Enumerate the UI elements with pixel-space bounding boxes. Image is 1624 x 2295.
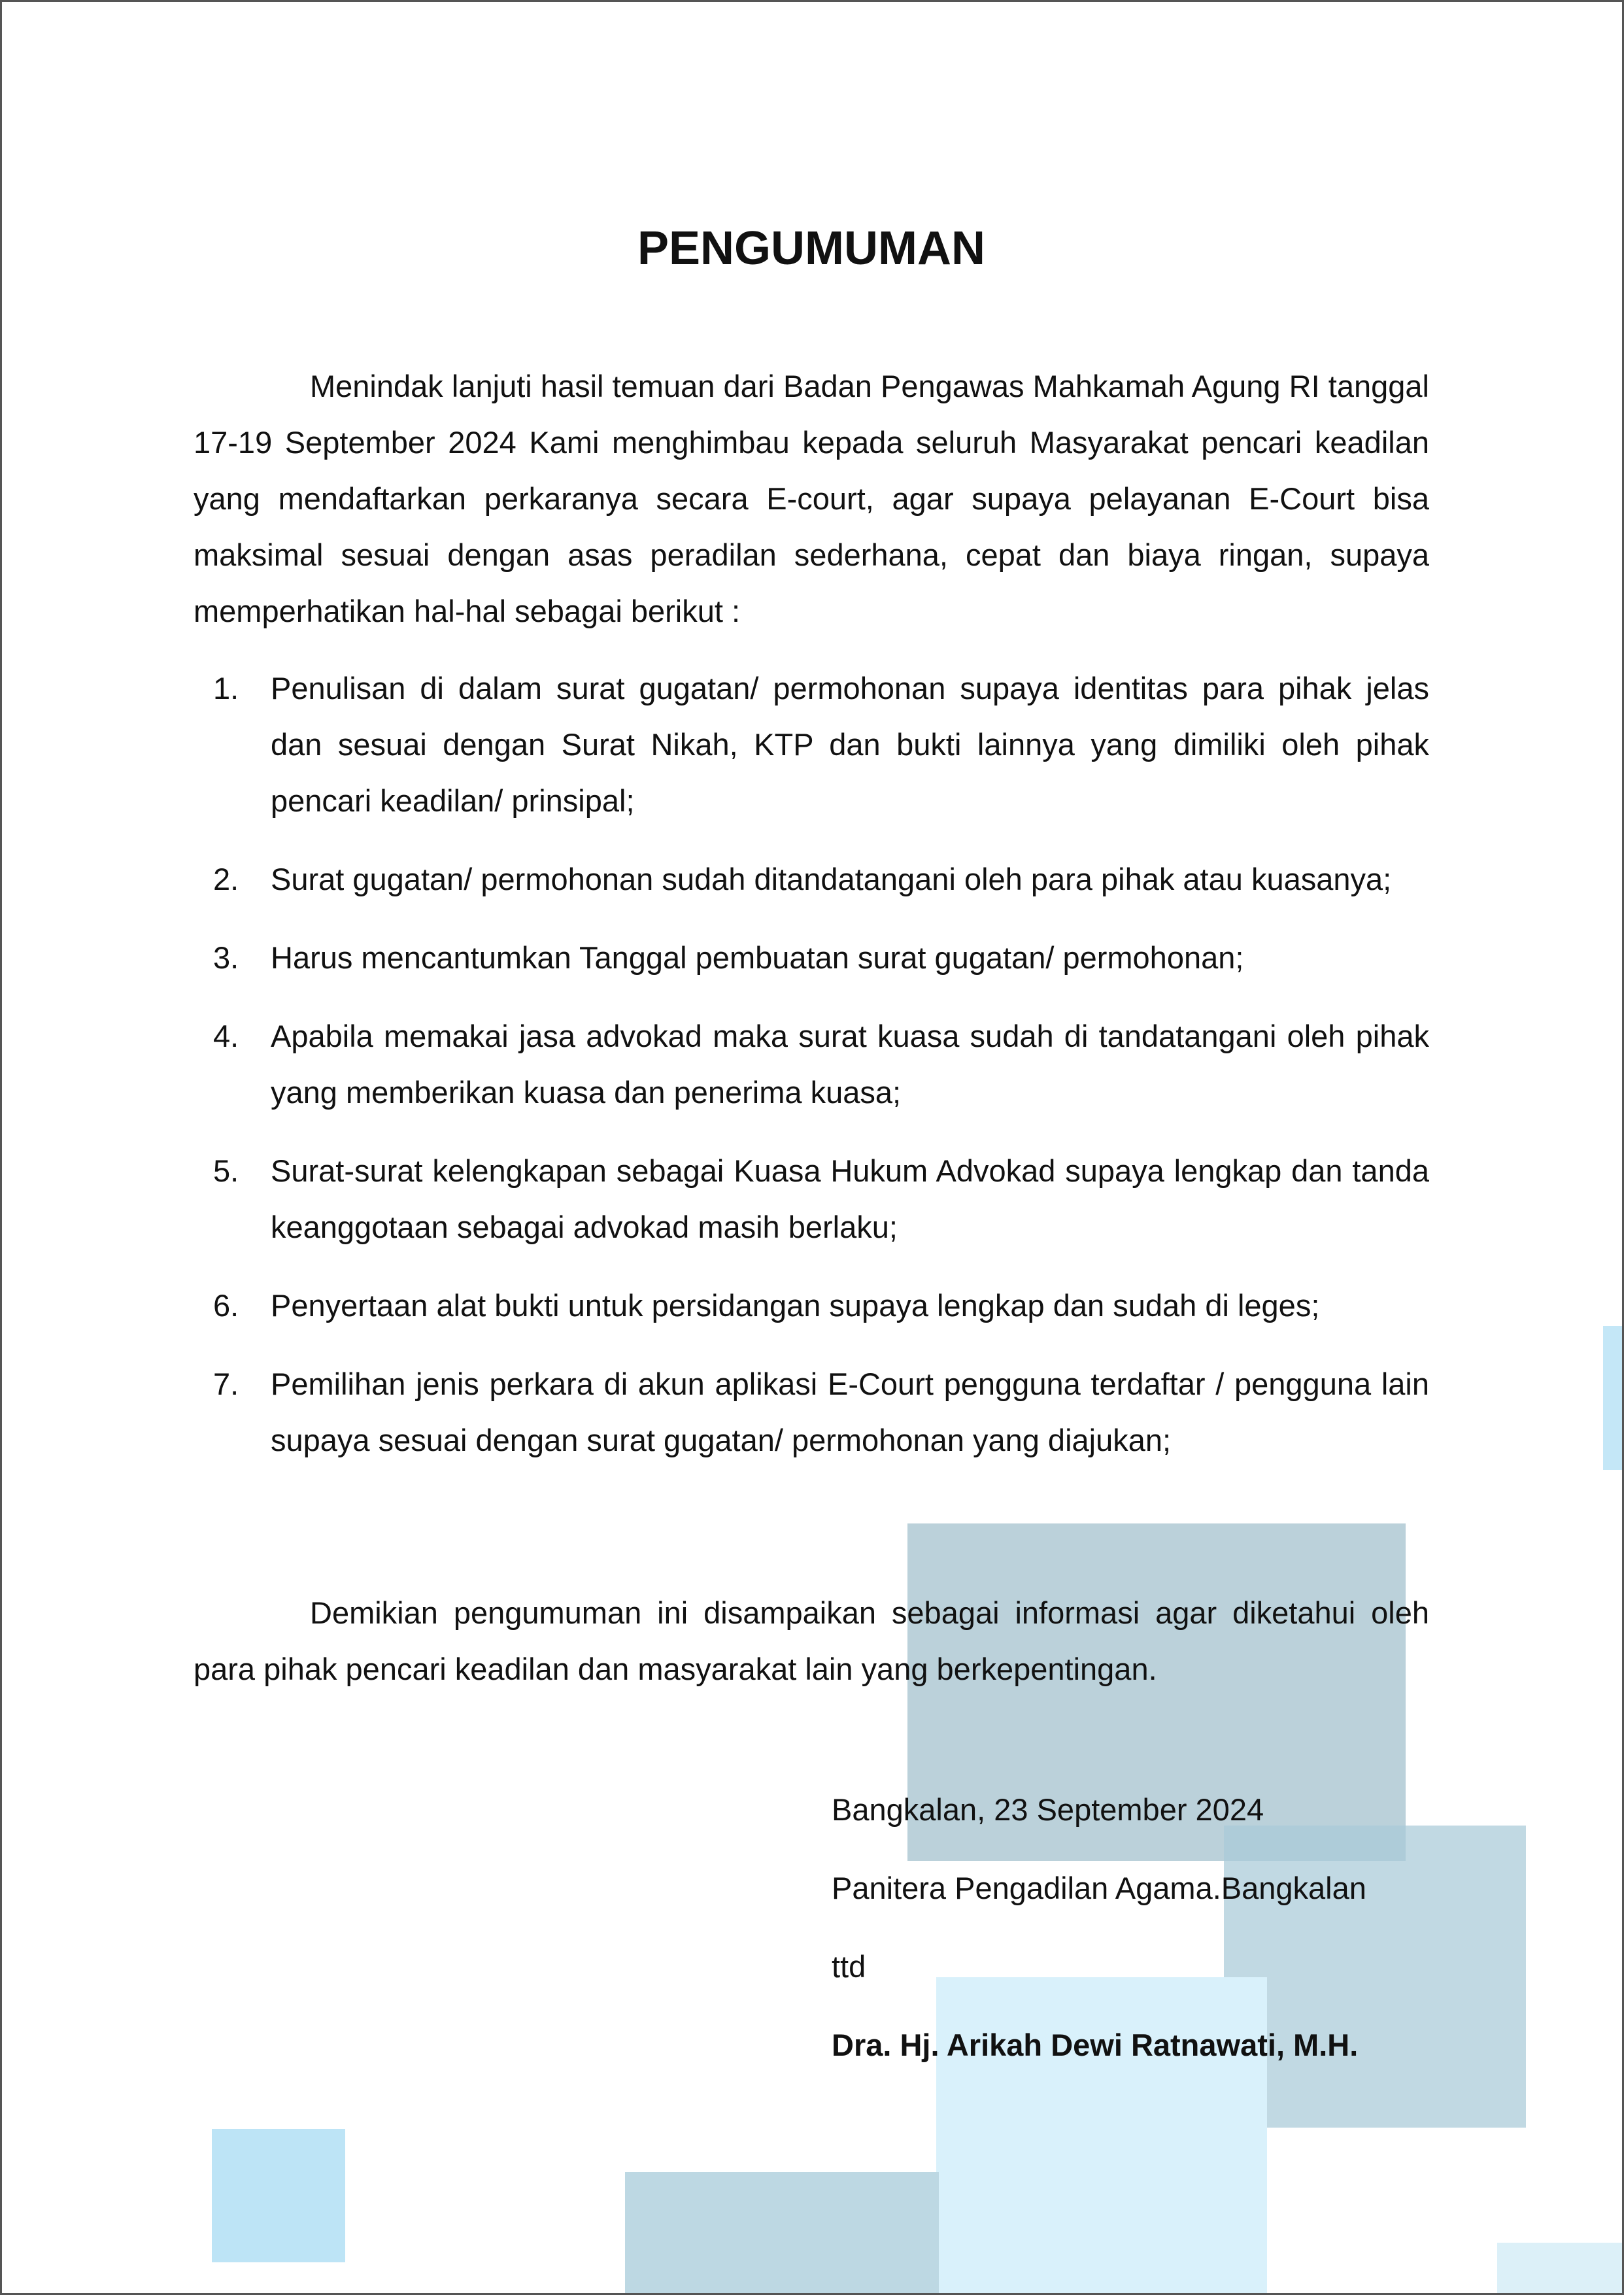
list-item-number: 7.: [213, 1367, 239, 1401]
closing-paragraph: Demikian pengumuman ini disampaikan sebagai informasi agar diketahui oleh para pihak pencari keadilan dan masyarakat lain yang berkepentingan.: [194, 1595, 1429, 1686]
decorative-square: [936, 1977, 1267, 2295]
list-item-text: Surat gugatan/ permohonan sudah ditandatangani oleh para pihak atau kuasanya;: [271, 862, 1392, 896]
decorative-square: [212, 2129, 345, 2262]
signature-ttd: ttd: [832, 1949, 866, 1984]
list-item-number: 1.: [213, 671, 239, 706]
signatory-name: Dra. Hj. Arikah Dewi Ratnawati, M.H.: [832, 2028, 1359, 2062]
list-item: [194, 1143, 1429, 1255]
list-item-text: Penulisan di dalam surat gugatan/ permohonan supaya identitas para pihak jelas dan sesuai dengan Surat Nikah, KTP dan bukti lainnya yang dimiliki oleh pihak pencari keadilan/ prinsipal;: [271, 671, 1429, 818]
requirements-list: [194, 660, 1429, 1491]
list-item-number: 2.: [213, 862, 239, 896]
signature-place-date: Bangkalan, 23 September 2024: [832, 1792, 1264, 1827]
list-item-text: Surat-surat kelengkapan sebagai Kuasa Hukum Advokad supaya lengkap dan tanda keanggotaan sebagai advokad masih berlaku;: [271, 1153, 1429, 1244]
list-item: [194, 1356, 1429, 1469]
page-title: PENGUMUMAN: [637, 222, 985, 275]
list-item: [194, 1008, 1429, 1121]
list-item-number: 6.: [213, 1288, 239, 1323]
list-item: [194, 660, 1429, 829]
list-item: [194, 851, 1429, 908]
list-item-number: 4.: [213, 1019, 239, 1053]
list-item-text: Apabila memakai jasa advokad maka surat kuasa sudah di tandatangani oleh pihak yang memberikan kuasa dan penerima kuasa;: [271, 1019, 1429, 1110]
signature-position: Panitera Pengadilan Agama.Bangkalan: [832, 1871, 1366, 1905]
list-item-number: 3.: [213, 940, 239, 975]
intro-paragraph: Menindak lanjuti hasil temuan dari Badan Pengawas Mahkamah Agung RI tanggal 17-19 September 2024 Kami menghimbau kepada seluruh Masyarakat pencari keadilan yang mendaftarkan perkaranya secara E-court, agar supaya pelayanan E-Court bisa maksimal sesuai dengan asas peradilan sederhana, cepat dan biaya ringan, supaya memperhatikan hal-hal sebagai berikut :: [194, 369, 1429, 628]
list-item: [194, 1278, 1429, 1334]
list-item-text: Pemilihan jenis perkara di akun aplikasi E-Court pengguna terdaftar / pengguna lain supaya sesuai dengan surat gugatan/ permohonan yang diajukan;: [271, 1367, 1429, 1457]
list-item-number: 5.: [213, 1153, 239, 1188]
decorative-square: [1603, 1326, 1624, 1470]
decorative-square: [625, 2172, 939, 2295]
list-item-text: Penyertaan alat bukti untuk persidangan supaya lengkap dan sudah di leges;: [271, 1288, 1320, 1323]
decorative-square: [1497, 2243, 1624, 2295]
list-item: [194, 930, 1429, 986]
list-item-text: Harus mencantumkan Tanggal pembuatan surat gugatan/ permohonan;: [271, 940, 1244, 975]
